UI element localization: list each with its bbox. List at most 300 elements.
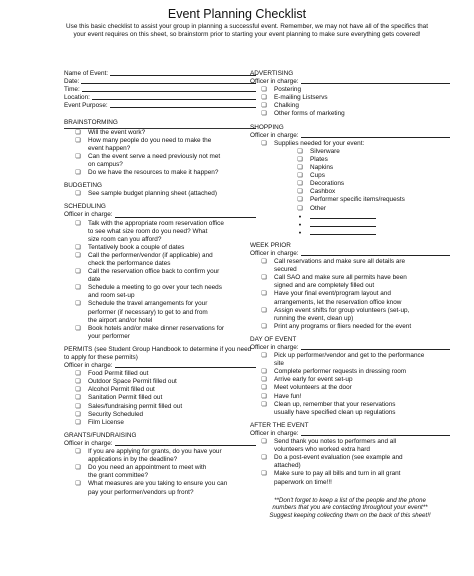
checkbox-icon[interactable]: ❏ [261, 439, 267, 446]
checkbox-icon[interactable]: ❏ [75, 244, 81, 251]
checklist-item[interactable] [250, 94, 450, 102]
checklist-item-line: applications in by the deadline? [88, 456, 178, 464]
checklist-item[interactable] [250, 110, 450, 118]
bullet-icon: ● [298, 229, 302, 235]
checkbox-icon[interactable]: ❏ [261, 393, 267, 400]
page-title: Event Planning Checklist [167, 7, 307, 21]
checklist-item-text [274, 110, 450, 118]
event-field-label: Event Purpose: [64, 102, 108, 110]
checklist-item-text [274, 290, 450, 306]
event-field[interactable] [64, 102, 256, 110]
checkbox-icon[interactable]: ❏ [75, 449, 81, 456]
supply-item-text [310, 148, 450, 156]
checklist-item[interactable] [64, 284, 256, 300]
officer-in-charge-line[interactable] [115, 362, 256, 368]
section-brainstorming [64, 119, 256, 177]
checklist-item-text [274, 86, 450, 94]
officer-in-charge-line[interactable] [301, 250, 450, 256]
checklist-item-text [88, 252, 256, 268]
event-field-line[interactable] [92, 94, 256, 100]
checkbox-icon[interactable]: ❏ [75, 252, 81, 259]
checklist-item-line: pay your performer/vendors up front? [88, 488, 194, 496]
checkbox-icon[interactable]: ❏ [75, 269, 81, 276]
checklist-item[interactable] [250, 323, 450, 331]
event-field-line[interactable] [110, 102, 256, 108]
checklist-item-text [274, 470, 450, 486]
checklist-item-line: to see what size room do you need? What [88, 227, 208, 235]
checklist-item-line: and room set-up [88, 292, 135, 300]
checklist-item-line: event happen? [88, 144, 131, 152]
checklist-item-text [88, 464, 256, 480]
section-heading: BUDGETING [64, 182, 102, 190]
checkbox-icon[interactable]: ❏ [261, 369, 267, 376]
officer-in-charge-label: Officer in charge: [250, 131, 299, 139]
checklist-item-line: Arrive early for event set-up [274, 376, 353, 384]
checklist-item-text [88, 378, 256, 386]
checklist-item-line: Talk with the appropriate room reservation office [88, 219, 224, 227]
checklist-item-line: See sample budget planning sheet (attached) [88, 190, 217, 198]
checklist-item-line: Security Scheduled [88, 410, 144, 418]
supply-item-text [310, 156, 450, 164]
supply-item-text [310, 205, 450, 213]
checklist-item[interactable] [64, 378, 256, 386]
checklist-item-line: Have your final event/program layout and [274, 290, 391, 298]
supply-item-label: Cups [310, 172, 325, 180]
section-heading: WEEK PRIOR [250, 241, 291, 249]
checklist-item[interactable] [64, 411, 256, 419]
checklist-item[interactable] [64, 370, 256, 378]
checklist-item-line: Can the event serve a need previously not met [88, 152, 221, 160]
bullet-icon: ● [298, 221, 302, 227]
section-heading: GRANTS/FUNDRAISING [64, 431, 137, 439]
checklist-item-line: check the performance dates [88, 259, 171, 267]
officer-in-charge-field[interactable] [250, 430, 450, 438]
checkbox-icon[interactable]: ❏ [261, 275, 267, 282]
event-field-line[interactable] [82, 86, 256, 92]
section-day-of-event [250, 336, 450, 417]
event-field-label: Date: [64, 78, 80, 86]
event-field-label: Time: [64, 86, 80, 94]
checklist-item-line: Call SAO and make sure all permits have been [274, 274, 407, 282]
checklist-item-line: Other forms of marketing [274, 110, 345, 118]
left-column [64, 70, 256, 497]
checklist-item[interactable] [64, 190, 256, 198]
section-heading-note: (see Student Group Handbook to determine if you need [94, 345, 252, 353]
supply-blank-item[interactable] [250, 213, 450, 221]
checkbox-icon[interactable]: ❏ [75, 220, 81, 227]
checklist-item-line: Chalking [274, 102, 299, 110]
checklist-item-line: Do a post-event evaluation (see example and [274, 454, 403, 462]
checkbox-icon[interactable]: ❏ [261, 87, 267, 94]
checklist-item-line: Make sure to pay all bills and turn in all grant [274, 470, 401, 478]
checklist-item-line: Food Permit filled out [88, 370, 149, 378]
checklist-item-line: Assign event shifts for group volunteers (set-up, [274, 306, 410, 314]
checklist-item-line: Complete performer requests in dressing room [274, 368, 407, 376]
event-field-label: Name of Event: [64, 70, 109, 77]
checklist-item-line: your performer [88, 332, 130, 340]
supply-item-text [310, 188, 450, 196]
checkbox-icon[interactable]: ❏ [261, 377, 267, 384]
checkbox-icon[interactable]: ❏ [261, 103, 267, 110]
checklist-item[interactable] [250, 86, 450, 94]
checkbox-icon[interactable]: ❏ [75, 419, 81, 426]
checklist-item[interactable] [64, 244, 256, 252]
checkbox-icon[interactable]: ❏ [75, 481, 81, 488]
officer-in-charge-field[interactable] [250, 78, 450, 86]
checklist-item-text [274, 368, 450, 376]
checkbox-icon[interactable]: ❏ [261, 95, 267, 102]
checkbox-icon[interactable]: ❏ [75, 325, 81, 332]
supply-item-label: Other [310, 204, 326, 212]
checkbox-icon[interactable]: ❏ [297, 156, 303, 163]
supply-item[interactable] [250, 156, 450, 164]
section-heading: BRAINSTORMING [64, 119, 256, 128]
section-week-prior [250, 242, 450, 331]
checklist-item-line: E-mailing Listservs [274, 94, 328, 102]
checkbox-icon[interactable]: ❏ [75, 137, 81, 144]
checklist-item-line: usually have specified clean up regulations [274, 408, 396, 416]
officer-in-charge-line[interactable] [301, 344, 450, 350]
checklist-item-text [274, 352, 450, 368]
checklist-item-text [274, 102, 450, 110]
checkbox-icon[interactable]: ❏ [261, 401, 267, 408]
checklist-item-line: Clean up, remember that your reservations [274, 400, 396, 408]
checklist-item[interactable] [64, 153, 256, 169]
section-permits [64, 346, 256, 427]
officer-in-charge-label: Officer in charge: [64, 362, 113, 370]
supply-blank-item[interactable] [250, 221, 450, 229]
checklist-item-line: volunteers who worked extra hard [274, 446, 370, 454]
section-grants [64, 432, 256, 497]
event-field[interactable] [64, 78, 256, 86]
checklist-item-line: the airport and/or hotel [88, 316, 153, 324]
footer-note [250, 497, 450, 520]
checklist-item-text [274, 401, 450, 417]
checklist-item[interactable] [250, 307, 450, 323]
supply-item[interactable] [250, 164, 450, 172]
checklist-item-text [274, 384, 450, 392]
checklist-item-line: Alcohol Permit filled out [88, 386, 155, 394]
section-heading: AFTER THE EVENT [250, 421, 309, 429]
checkbox-icon[interactable]: ❏ [75, 301, 81, 308]
supply-blank-line[interactable] [310, 218, 376, 219]
supply-blank-line[interactable] [310, 226, 376, 227]
section-heading [64, 346, 256, 354]
checkbox-icon[interactable]: ❏ [297, 148, 303, 155]
checklist-item[interactable] [250, 290, 450, 306]
supply-blank-item[interactable] [250, 229, 450, 237]
checklist-item-line: Film License [88, 418, 124, 426]
checklist-item-line: Pick up performer/vendor and get to the performance [274, 352, 425, 360]
checklist-item[interactable] [64, 386, 256, 394]
checkbox-icon[interactable]: ❏ [261, 307, 267, 314]
checklist-item-text [88, 244, 256, 252]
checklist-item-text [88, 284, 256, 300]
checklist-item-line: Print any programs or fliers needed for the event [274, 322, 412, 330]
checkbox-icon[interactable]: ❏ [75, 285, 81, 292]
checklist-item-line: attached) [274, 462, 301, 470]
checklist-item-line: date [88, 276, 101, 284]
footer-note-line: numbers that you are contacting throughout your event** [272, 504, 428, 512]
officer-in-charge-label: Officer in charge: [250, 429, 299, 437]
checklist-item[interactable] [250, 376, 450, 384]
checklist-item-text [274, 454, 450, 470]
checklist-item-line: Call reservations and make sure all details are [274, 258, 406, 266]
checklist-item-line: Have fun! [274, 392, 302, 400]
event-field[interactable] [64, 86, 256, 94]
officer-in-charge-field[interactable] [64, 440, 256, 448]
checklist-item-text [88, 394, 256, 402]
footer-note-line: **Don't forget to keep a list of the people and the phone [274, 496, 426, 504]
checklist-item-text [88, 220, 256, 244]
officer-in-charge-line[interactable] [301, 430, 450, 436]
checklist-item-line: Sales/fundraising permit filled out [88, 402, 183, 410]
event-field-label: Location: [64, 94, 90, 102]
officer-in-charge-field[interactable] [64, 211, 256, 219]
section-heading: SHOPPING [250, 123, 284, 131]
checklist-item-line: Do you need an appointment to meet with [88, 464, 207, 472]
checklist-item[interactable] [250, 102, 450, 110]
section-heading: SCHEDULING [64, 203, 106, 211]
section-shopping [250, 124, 450, 237]
checklist-item-text [88, 403, 256, 411]
checklist-item-line: paperwork on time!!! [274, 478, 332, 486]
checklist-item-line: Tentatively book a couple of dates [88, 243, 185, 251]
checkbox-icon[interactable]: ❏ [297, 181, 303, 188]
section-heading: DAY OF EVENT [250, 335, 297, 343]
checkbox-icon[interactable]: ❏ [297, 165, 303, 172]
officer-in-charge-field[interactable] [250, 132, 450, 140]
officer-in-charge-label: Officer in charge: [250, 344, 299, 351]
checklist-item-text [274, 140, 450, 148]
checklist-item[interactable] [250, 470, 450, 486]
supply-item[interactable] [250, 188, 450, 196]
checklist-item-line: running the event, clean up) [274, 314, 354, 322]
checklist-item[interactable] [64, 220, 256, 244]
officer-in-charge-label: Officer in charge: [250, 78, 299, 86]
checklist-item-line: performer (if necessary) to get to and from [88, 308, 208, 316]
checklist-item[interactable] [64, 394, 256, 402]
supply-item[interactable] [250, 180, 450, 188]
supply-item-text [310, 180, 450, 188]
section-heading-title: PERMITS [64, 345, 93, 353]
supply-item-text [310, 164, 450, 172]
event-field-line[interactable] [110, 70, 256, 76]
checklist-item-text [274, 323, 450, 331]
checkbox-icon[interactable]: ❏ [261, 291, 267, 298]
supply-item[interactable] [250, 148, 450, 156]
supply-item[interactable] [250, 205, 450, 213]
checklist-item-line: signed and are completely filled out [274, 282, 375, 290]
checklist-item-text [88, 448, 256, 464]
checklist-item-line: site [274, 360, 284, 368]
checklist-item[interactable] [250, 384, 450, 392]
officer-in-charge-label: Officer in charge: [64, 439, 113, 447]
checkbox-icon[interactable]: ❏ [75, 129, 81, 136]
checklist-item[interactable] [250, 454, 450, 470]
checkbox-icon[interactable]: ❏ [75, 170, 81, 177]
section-heading: ADVERTISING [250, 70, 294, 77]
supply-item-label: Cashbox [310, 188, 336, 196]
checklist-item-line: How many people do you need to make the [88, 136, 212, 144]
checklist-item-line: the grant committee? [88, 472, 149, 480]
checkbox-icon[interactable]: ❏ [75, 379, 81, 386]
checklist-item-text [274, 438, 450, 454]
section-scheduling [64, 203, 256, 341]
officer-in-charge-line[interactable] [115, 211, 256, 217]
event-details [64, 70, 256, 110]
supply-blank-line[interactable] [310, 234, 376, 235]
supply-item-label: Performer specific items/requests [310, 196, 405, 204]
section-heading-note-cont: to apply for these permits) [64, 354, 138, 361]
checklist-item-line: Outdoor Space Permit filled out [88, 378, 177, 386]
checklist-item[interactable] [64, 403, 256, 411]
footer-note-line: Suggest keeping collecting them on the back of this sheet!! [269, 512, 431, 520]
checklist-item[interactable] [250, 140, 450, 148]
checkbox-icon[interactable]: ❏ [261, 455, 267, 462]
officer-in-charge-line[interactable] [301, 78, 450, 84]
checklist-item-text [88, 386, 256, 394]
checkbox-icon[interactable]: ❏ [297, 205, 303, 212]
supply-item-text [310, 172, 450, 180]
checklist-item-line: Will the event work? [88, 128, 146, 136]
checklist-item-line: Sanitation Permit filled out [88, 394, 163, 402]
checklist-item-text [274, 376, 450, 384]
checklist-item[interactable] [250, 274, 450, 290]
section-advertising [250, 70, 450, 119]
checkbox-icon[interactable]: ❏ [261, 471, 267, 478]
checkbox-icon[interactable]: ❏ [261, 140, 267, 147]
supply-item-label: Napkins [310, 164, 334, 172]
officer-in-charge-line[interactable] [301, 132, 450, 138]
checklist-item[interactable] [250, 393, 450, 401]
supply-item-text [310, 196, 450, 204]
checklist-item-text [88, 153, 256, 169]
supply-item[interactable] [250, 172, 450, 180]
checklist-item[interactable] [250, 258, 450, 274]
checklist-item-text [88, 419, 256, 427]
checklist-item-line: Schedule the travel arrangements for your [88, 300, 208, 308]
checklist-item-line: Postering [274, 86, 301, 94]
supply-item-label: Plates [310, 155, 328, 163]
checkbox-icon[interactable]: ❏ [75, 403, 81, 410]
checkbox-icon[interactable]: ❏ [75, 395, 81, 402]
checkbox-icon[interactable]: ❏ [297, 197, 303, 204]
checklist-item[interactable] [64, 325, 256, 341]
checklist-item-text [274, 94, 450, 102]
event-field[interactable] [64, 94, 256, 102]
checkbox-icon[interactable]: ❏ [75, 153, 81, 160]
officer-in-charge-field[interactable] [64, 362, 256, 370]
checklist-item[interactable] [64, 268, 256, 284]
checklist-item-line: Do we have the resources to make it happen? [88, 169, 219, 177]
checklist-item-text [88, 480, 256, 496]
checklist-item[interactable] [64, 300, 256, 324]
officer-in-charge-label: Officer in charge: [250, 249, 299, 257]
checklist-item[interactable] [64, 419, 256, 427]
checklist-item[interactable] [250, 368, 450, 376]
supply-item-label: Decorations [310, 180, 345, 188]
supply-item-label: Silverware [310, 147, 340, 155]
checklist-item[interactable] [250, 352, 450, 368]
checklist-item-line: Call the reservation office back to confirm your [88, 268, 220, 276]
officer-in-charge-field[interactable] [250, 250, 450, 258]
checklist-item[interactable] [250, 438, 450, 454]
checklist-item[interactable] [64, 252, 256, 268]
checkbox-icon[interactable]: ❏ [261, 353, 267, 360]
checklist-item-line: Call the performer/vendor (if applicable) and [88, 251, 213, 259]
officer-in-charge-label: Officer in charge: [64, 211, 113, 219]
checkbox-icon[interactable]: ❏ [261, 323, 267, 330]
checkbox-icon[interactable]: ❏ [75, 411, 81, 418]
section-budgeting [64, 182, 256, 198]
checklist-item-text [88, 268, 256, 284]
checkbox-icon[interactable]: ❏ [75, 387, 81, 394]
checklist-item[interactable] [64, 169, 256, 177]
checkbox-icon[interactable]: ❏ [261, 259, 267, 266]
checklist-item-line: size room can you afford? [88, 235, 162, 243]
checklist-item-text [88, 370, 256, 378]
checklist-item[interactable] [64, 464, 256, 480]
event-field-line[interactable] [81, 78, 256, 84]
checklist-item-line: on campus? [88, 160, 123, 168]
intro-text [48, 23, 446, 39]
officer-in-charge-line[interactable] [115, 440, 256, 446]
checklist-item[interactable] [64, 129, 256, 137]
checklist-item-line: Supplies needed for your event: [274, 139, 365, 147]
checklist-item-line: If you are applying for grants, do you have your [88, 448, 222, 456]
checkbox-icon[interactable]: ❏ [297, 173, 303, 180]
checklist-item-text [274, 307, 450, 323]
checkbox-icon[interactable]: ❏ [297, 189, 303, 196]
checklist-item-text [274, 258, 450, 274]
supply-item[interactable] [250, 196, 450, 204]
intro-line: Use this basic checklist to assist your group in planning a successful event. Remember, we may not have all of the specifics that [66, 23, 428, 30]
checklist-item-line: Schedule a meeting to go over your tech needs [88, 284, 222, 292]
checklist-item-line: What measures are you taking to ensure you can [88, 480, 228, 488]
right-column [250, 70, 450, 520]
checkbox-icon[interactable]: ❏ [261, 111, 267, 118]
checkbox-icon[interactable]: ❏ [75, 465, 81, 472]
checklist-item-text [88, 169, 256, 177]
checklist-item-text [88, 129, 256, 137]
checklist-item-line: secured [274, 266, 297, 274]
checklist-item[interactable] [64, 137, 256, 153]
checkbox-icon[interactable]: ❏ [75, 371, 81, 378]
checklist-item-text [274, 274, 450, 290]
checklist-item-text [88, 137, 256, 153]
bullet-icon: ● [298, 213, 302, 219]
intro-line: your event requires on this sheet, so brainstorm prior to starting your event planning to make sure everything gets covered! [73, 31, 421, 39]
checklist-item[interactable] [64, 480, 256, 496]
checklist-item-line: Meet volunteers at the door [274, 384, 352, 392]
checklist-item-line: Send thank you notes to performers and all [274, 438, 397, 446]
event-field[interactable] [64, 70, 256, 78]
checklist-item-text [88, 300, 256, 324]
checklist-item[interactable] [250, 401, 450, 417]
checklist-item-text [274, 393, 450, 401]
checkbox-icon[interactable]: ❏ [75, 191, 81, 198]
officer-in-charge-field[interactable] [250, 344, 450, 352]
checklist-item-line: Book hotels and/or make dinner reservations for [88, 324, 225, 332]
checklist-item[interactable] [64, 448, 256, 464]
checkbox-icon[interactable]: ❏ [261, 385, 267, 392]
checklist-item-text [88, 411, 256, 419]
checklist-item-text [88, 325, 256, 341]
checklist-item-line: arrangements, let the reservation office know [274, 298, 402, 306]
section-after-event [250, 422, 450, 487]
checklist-item-text [88, 190, 256, 198]
